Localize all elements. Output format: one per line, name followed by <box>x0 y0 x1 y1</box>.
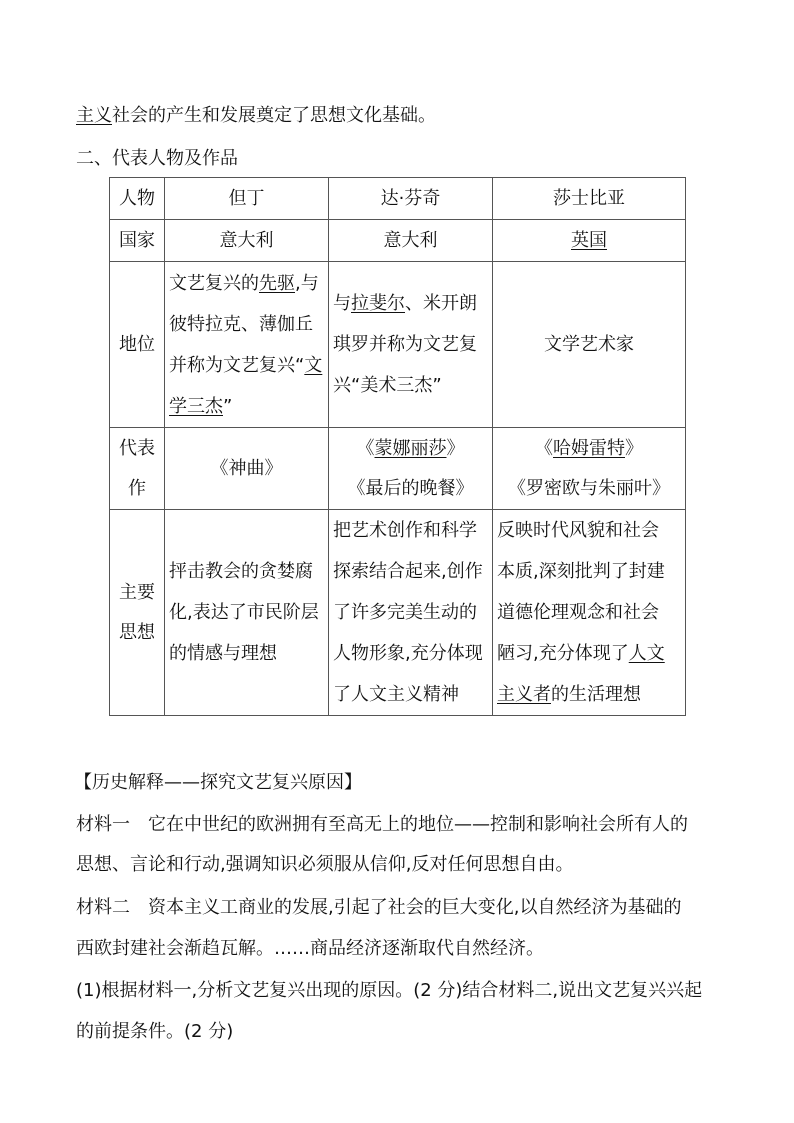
history-heading: 【历史解释——探究文艺复兴原因】 <box>74 772 362 793</box>
works-label: 代表 作 <box>110 428 165 510</box>
header-row <box>110 178 686 220</box>
ideas-shakespeare: 反映时代风貌和社会 本质,深刻批判了封建 道德伦理观念和社会 陋习,充分体现了人文 主义者的生活理想 <box>493 510 686 716</box>
ideas-dante: 抨击教会的贪婪腐 化,表达了市民阶层 的情感与理想 <box>165 510 329 716</box>
country-shakespeare: 英国 <box>493 220 686 262</box>
works-davinci: 《蒙娜丽莎》 《最后的晚餐》 <box>329 428 493 510</box>
ideas-davinci: 把艺术创作和科学 探索结合起来,创作 了许多完美生动的 人物形象,充分体现 了人文主义精神 <box>329 510 493 716</box>
question-line-1: (1)根据材料一,分析文艺复兴出现的原因。(2 分)结合材料二,说出文艺复兴兴起 <box>76 980 703 1001</box>
status-dante: 文艺复兴的先驱,与 彼特拉克、薄伽丘 并称为文艺复兴“文 学三杰” <box>165 262 329 428</box>
status-row <box>110 262 686 428</box>
works-row <box>110 428 686 510</box>
header-person: 人物 <box>110 178 165 220</box>
ideas-label: 主要 思想 <box>110 510 165 716</box>
figures-table <box>109 177 686 716</box>
status-davinci: 与拉斐尔、米开朗 琪罗并称为文艺复 兴“美术三杰” <box>329 262 493 428</box>
ideas-row <box>110 510 686 716</box>
intro-text: 社会的产生和发展奠定了思想文化基础。 <box>112 105 436 126</box>
header-davinci: 达·芬奇 <box>329 178 493 220</box>
status-shakespeare: 文学艺术家 <box>493 262 686 428</box>
country-row <box>110 220 686 262</box>
material-one-line-1: 材料一 它在中世纪的欧洲拥有至高无上的地位——控制和影响社会所有人的 <box>76 814 688 835</box>
section-title: 二、代表人物及作品 <box>76 148 238 169</box>
country-dante: 意大利 <box>165 220 329 262</box>
status-label: 地位 <box>110 262 165 428</box>
works-dante: 《神曲》 <box>165 428 329 510</box>
header-shakespeare: 莎士比亚 <box>493 178 686 220</box>
material-one-line-2: 思想、言论和行动,强调知识必须服从信仰,反对任何思想自由。 <box>76 854 574 875</box>
material-two-line-1: 材料二 资本主义工商业的发展,引起了社会的巨大变化,以自然经济为基础的 <box>76 897 682 918</box>
works-shakespeare: 《哈姆雷特》 《罗密欧与朱丽叶》 <box>493 428 686 510</box>
country-label: 国家 <box>110 220 165 262</box>
header-dante: 但丁 <box>165 178 329 220</box>
material-two-line-2: 西欧封建社会渐趋瓦解。……商品经济逐渐取代自然经济。 <box>76 938 544 959</box>
country-davinci: 意大利 <box>329 220 493 262</box>
intro-underlined-text: 主义 <box>76 105 112 126</box>
question-line-2: 的前提条件。(2 分) <box>76 1021 234 1042</box>
intro-line <box>76 104 436 128</box>
